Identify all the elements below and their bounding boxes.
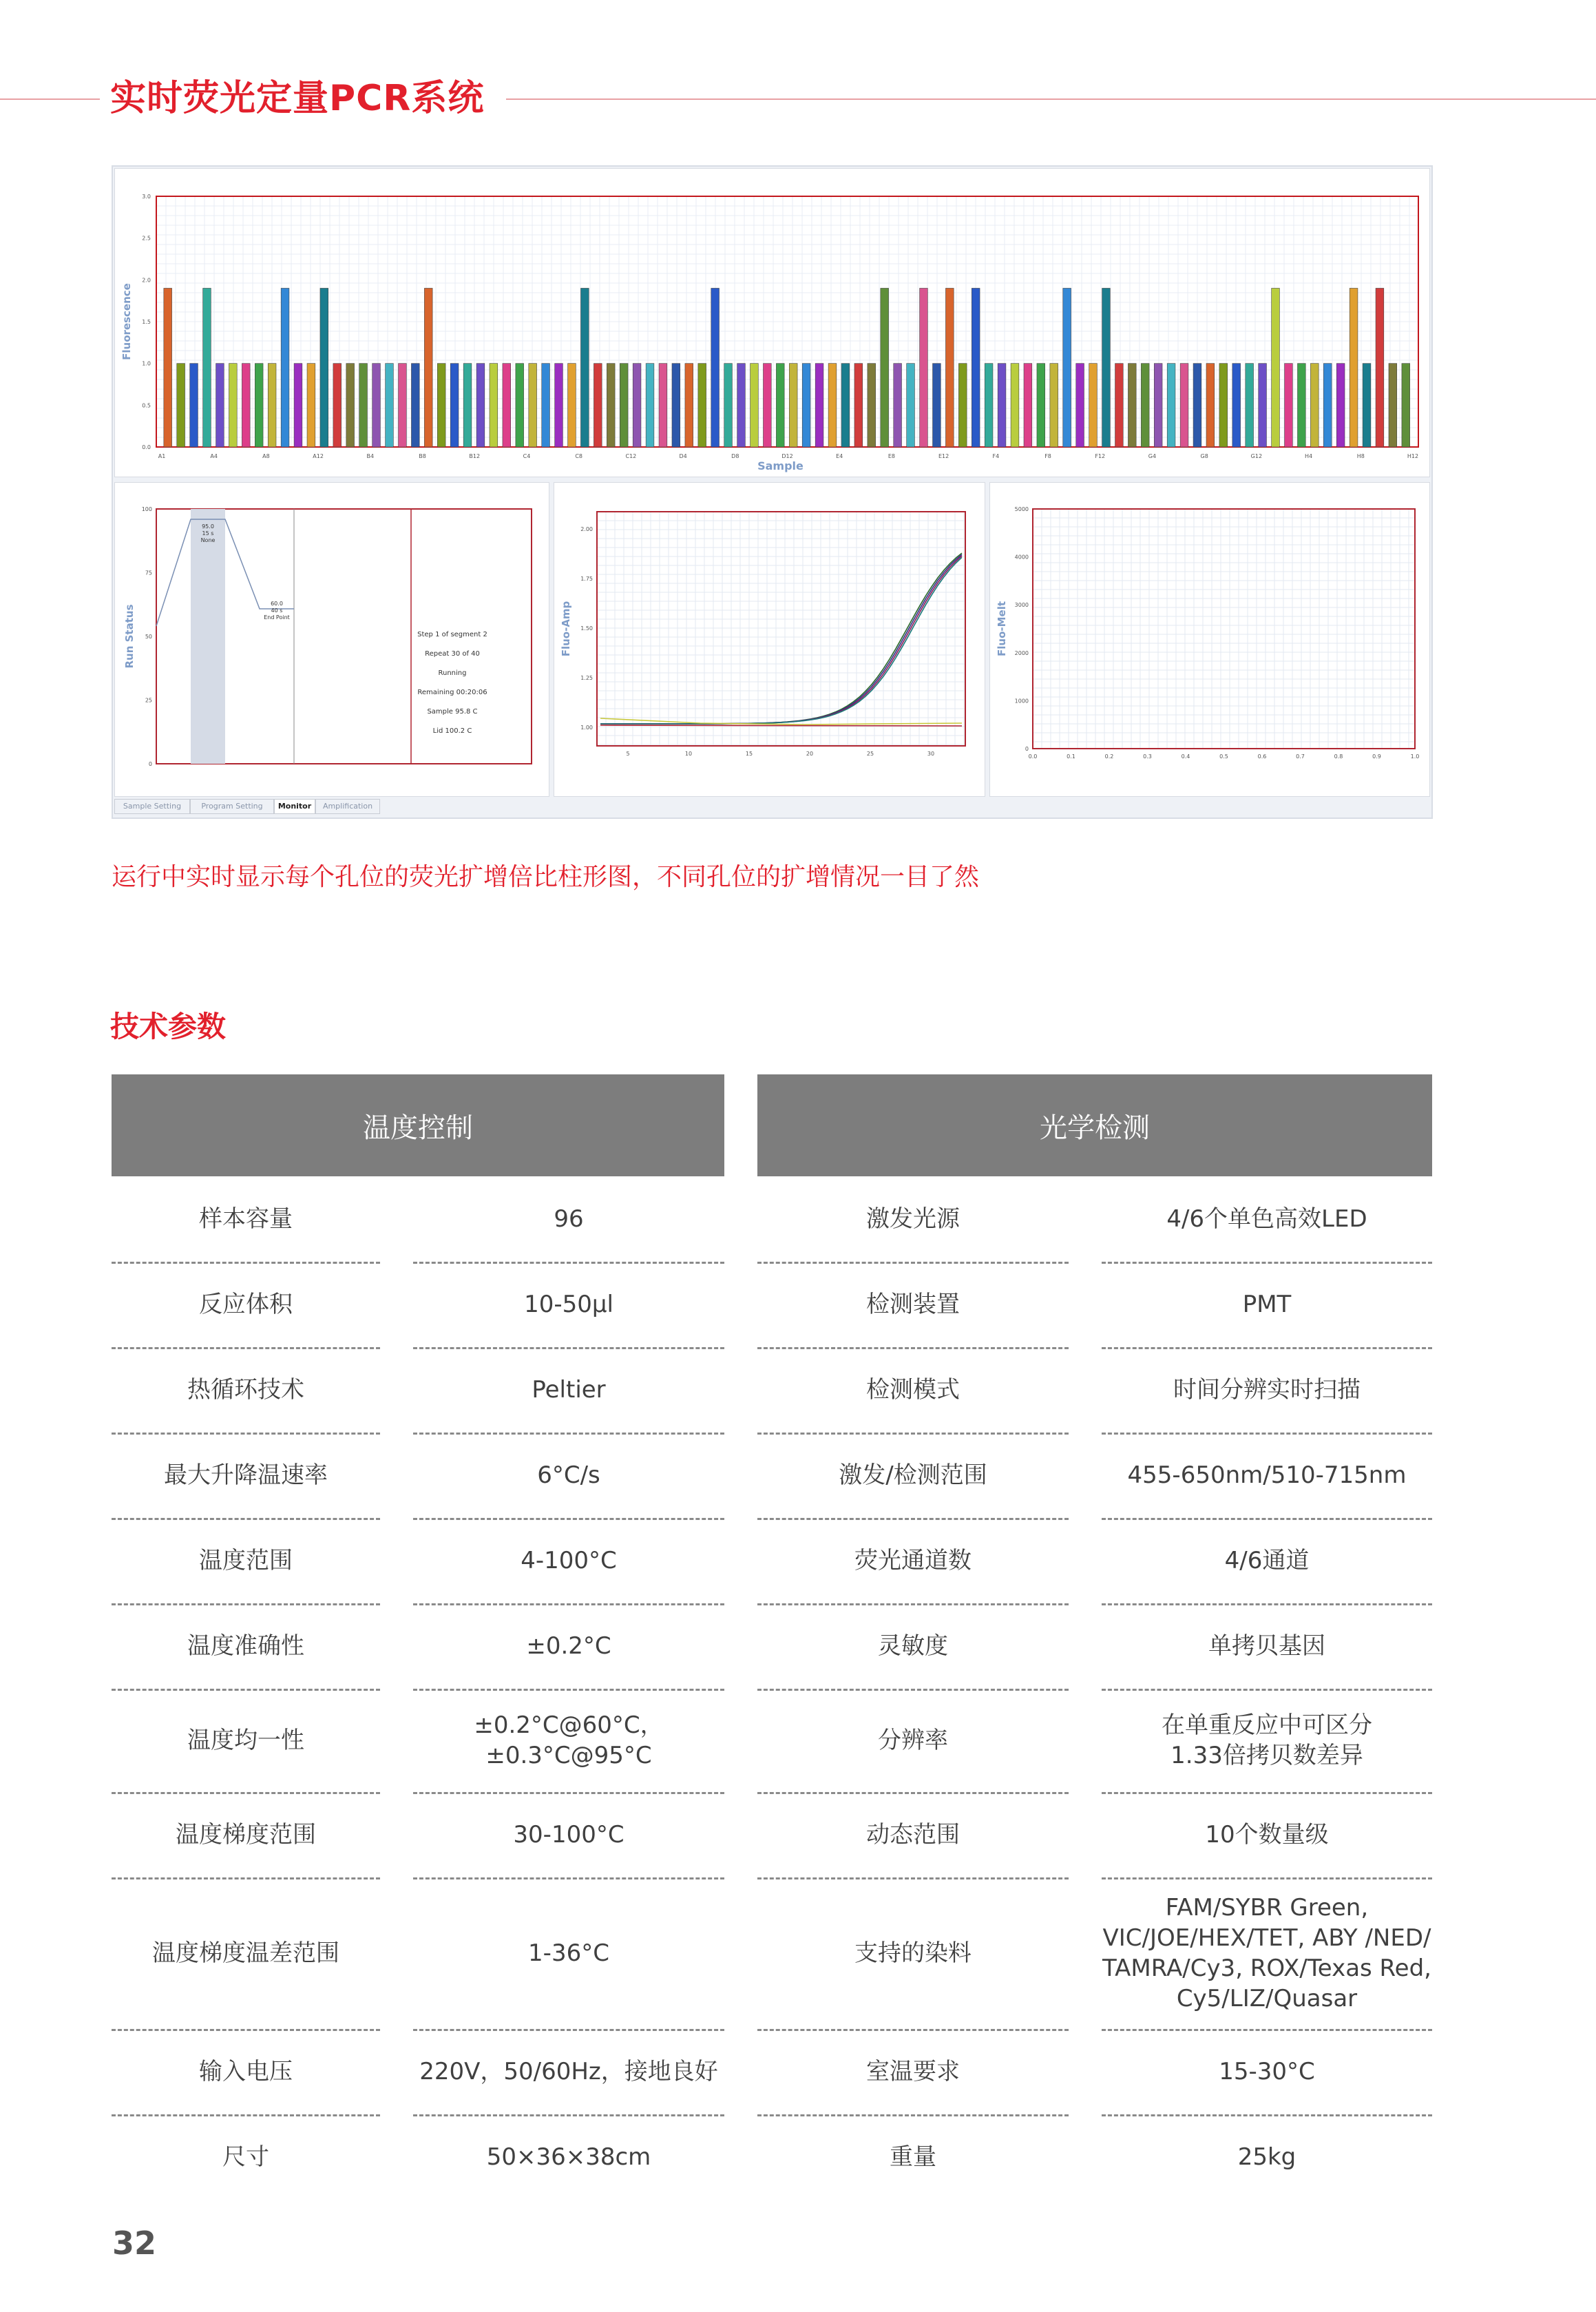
y-tick-label: 1.5 [142,319,151,325]
y-axis-label: Fluo-Melt [996,601,1008,657]
bar [281,288,289,447]
x-tick-label: 0.5 [1219,753,1228,760]
step1-label: 95.0 [202,523,214,530]
y-tick-label: 1000 [1014,698,1029,705]
bar [894,364,902,447]
bar [633,364,641,447]
bar [685,364,693,447]
x-tick-label: E4 [836,453,843,459]
x-tick-label: 30 [927,751,935,757]
y-tick-label: 2000 [1014,649,1029,656]
bar [659,364,667,447]
y-tick-label: 25 [145,697,152,704]
spec-l-value: 1-36°C [528,1939,609,1967]
title-rule-left [0,98,100,100]
step2-label: End Point [264,614,290,621]
spec-l-value: ±0.2°C@60°C， ±0.3°C@95°C [474,1711,664,1769]
bar [1128,364,1136,447]
y-tick-label: 1.00 [580,725,593,731]
x-tick-label: 0.2 [1104,753,1114,760]
step2-label: 60.0 [271,601,283,607]
run-info-line: Repeat 30 of 40 [425,650,480,658]
spec-r-label: 检测模式 [866,1375,960,1404]
bar [776,364,784,447]
bar [698,364,706,447]
bar [1232,364,1241,447]
x-tick-label: H12 [1407,453,1419,459]
amplification-curve [600,554,962,724]
amplification-curve [600,553,962,724]
bar [346,364,355,447]
y-axis-label: Fluorescence [120,283,133,360]
bar [958,364,967,447]
step1-label: None [200,537,216,543]
y-tick-label: 1.75 [580,576,593,582]
x-tick-label: 0.9 [1372,753,1381,760]
y-tick-label: 0 [148,761,152,767]
spec-r-value: FAM/SYBR Green, VIC/JOE/HEX/TET, ABY /NED/ TAMRA/Cy3, ROX/Texas Red, Cy5/LIZ/Quasar [1102,1893,1431,2013]
bar [1376,288,1384,447]
bar [203,288,211,447]
section-title: 技术参数 [110,1010,227,1043]
spec-r-value: 455-650nm/510-715nm [1127,1461,1407,1489]
bar [1089,364,1098,447]
bar [1011,364,1019,447]
spec-r-label: 激发/检测范围 [839,1461,987,1489]
bar [815,364,823,447]
spec-l-label: 样本容量 [199,1205,293,1233]
fluorescence-bar-chart [115,169,1429,477]
software-screenshot [112,165,1433,819]
bar [450,364,459,447]
run-info-line: Lid 100.2 C [432,727,472,735]
bar [1024,364,1032,447]
bar [255,364,263,447]
spec-r-label: 动态范围 [866,1820,960,1848]
bar [737,364,746,447]
bar [386,364,394,447]
bar [972,288,980,447]
bar [724,364,733,447]
x-tick-label: E8 [888,453,895,459]
run-info-line: Step 1 of segment 2 [417,631,487,638]
bar [568,364,576,447]
spec-l-value: 96 [554,1205,584,1233]
bar [933,364,941,447]
run-info-line: Remaining 00:20:06 [417,689,487,696]
bar [854,364,863,447]
spec-l-label: 反应体积 [199,1290,293,1318]
tab-monitor[interactable]: Monitor [274,799,315,814]
bar [646,364,654,447]
x-tick-label: F8 [1044,453,1051,459]
bar [985,364,993,447]
page-title: 实时荧光定量PCR系统 [110,78,485,119]
spec-r-value: 10个数量级 [1205,1820,1329,1848]
bar [1259,364,1267,447]
x-tick-label: C12 [625,453,637,459]
y-tick-label: 4000 [1014,554,1029,561]
spec-r-label: 支持的染料 [854,1939,972,1967]
bar [1193,364,1201,447]
spec-l-value: 10-50μl [524,1290,613,1318]
amplification-curve [600,557,962,724]
y-tick-label: 2.0 [142,277,151,284]
run-info-line: Running [438,669,467,677]
step2-label: 40 s [271,607,283,614]
spec-l-label: 温度准确性 [187,1632,304,1660]
bar [802,364,810,447]
spec-r-label: 室温要求 [866,2057,960,2085]
y-tick-label: 50 [145,634,152,640]
bar [216,364,224,447]
y-tick-label: 75 [145,570,152,576]
spec-l-value: 220V，50/60Hz，接地良好 [419,2057,718,2085]
bar [1219,364,1228,447]
x-tick-label: H8 [1356,453,1365,459]
bar [998,364,1006,447]
amplification-pane [554,482,985,797]
bar [581,288,589,447]
table-header-temperature: 温度控制 [112,1074,724,1176]
bar [1115,364,1124,447]
bar [1389,364,1397,447]
y-tick-label: 3000 [1014,602,1029,609]
bar [1297,364,1305,447]
x-axis-label: Sample [757,459,804,472]
bar [1180,364,1188,447]
tab-amplification[interactable]: Amplification [315,799,380,814]
bar [372,364,381,447]
x-tick-label: 20 [806,751,814,757]
bar [1063,288,1071,447]
bar [1310,364,1319,447]
bar [1350,288,1358,447]
y-tick-label: 1.25 [580,675,593,681]
bar [711,288,720,447]
bar [868,364,876,447]
x-tick-label: 0.7 [1296,753,1305,760]
y-axis-label: Fluo-Amp [560,601,572,657]
bar [503,364,511,447]
spec-r-value: PMT [1242,1290,1292,1318]
x-tick-label: D8 [731,453,739,459]
x-tick-label: F4 [992,453,1000,459]
spec-r-label: 激发光源 [866,1205,960,1233]
x-tick-label: H4 [1305,453,1313,459]
bar [1336,364,1345,447]
bar [620,364,628,447]
bar [1206,364,1215,447]
active-step-shade [191,509,225,764]
spec-l-value: 6°C/s [537,1461,600,1489]
bar [463,364,472,447]
x-tick-label: 0.6 [1257,753,1267,760]
bar [1363,364,1371,447]
y-tick-label: 1.50 [580,625,593,632]
bar [333,364,342,447]
bar [177,364,185,447]
spec-l-label: 温度均一性 [187,1726,304,1754]
tab-program-setting[interactable]: Program Setting [190,799,274,814]
table-header-optical: 光学检测 [757,1074,1432,1176]
bar [437,364,445,447]
spec-l-label: 尺寸 [222,2143,269,2171]
spec-l-value: 50×36×38cm [486,2143,651,2171]
x-tick-label: 10 [684,751,693,757]
software-tabbar [114,799,1429,814]
spec-r-label: 灵敏度 [878,1632,948,1660]
x-tick-label: G12 [1250,453,1263,459]
bar [1285,364,1293,447]
bar [1323,364,1332,447]
bar [920,288,928,447]
bar [164,288,172,447]
bar [1050,364,1058,447]
spec-r-value: 25kg [1237,2143,1296,2171]
melt-chart [990,483,1429,796]
x-tick-label: 0.1 [1067,753,1075,760]
bar [411,364,419,447]
bar [476,364,485,447]
run-info-line: Sample 95.8 C [427,708,478,716]
x-tick-label: A12 [313,453,324,459]
x-tick-label: 0.0 [1028,753,1038,760]
bar [945,288,954,447]
run-status-pane [114,482,549,797]
y-tick-label: 3.0 [142,194,151,200]
x-tick-label: D12 [781,453,793,459]
x-tick-label: A8 [262,453,270,459]
y-tick-label: 5000 [1014,506,1029,512]
x-tick-label: 0.3 [1143,753,1152,760]
spec-r-label: 分辨率 [878,1726,948,1754]
bar [307,364,315,447]
figure-caption: 运行中实时显示每个孔位的荧光扩增倍比柱形图，不同孔位的扩增情况一目了然 [112,863,980,891]
x-tick-label: 25 [866,751,874,757]
bar [789,364,797,447]
x-tick-label: C4 [523,453,531,459]
spec-l-value: 30-100°C [513,1820,624,1848]
bar [399,364,407,447]
bar [320,288,328,447]
spec-r-value: 单拷贝基因 [1208,1632,1325,1660]
x-tick-label: C8 [575,453,583,459]
spec-l-label: 温度梯度范围 [176,1820,316,1848]
x-tick-label: 1.0 [1410,753,1420,760]
y-tick-label: 2.5 [142,235,151,242]
y-tick-label: 2.00 [580,526,593,532]
bar [1037,364,1045,447]
spec-l-label: 温度范围 [199,1546,293,1574]
bar [841,364,850,447]
x-tick-label: B4 [366,453,375,459]
title-rule-right [506,98,1596,100]
bar [1076,364,1084,447]
x-tick-label: G4 [1148,453,1157,459]
spec-r-value: 4/6通道 [1224,1546,1310,1574]
y-tick-label: 0.0 [142,444,151,450]
spec-l-label: 温度梯度温差范围 [152,1939,339,1967]
x-tick-label: 5 [626,751,630,757]
bar [594,364,602,447]
x-tick-label: A4 [210,453,218,459]
spec-r-label: 重量 [890,2143,936,2171]
bar [1102,288,1111,447]
x-tick-label: F12 [1095,453,1106,459]
spec-r-value: 时间分辨实时扫描 [1173,1375,1361,1404]
bar [1272,288,1280,447]
bar [542,364,550,447]
bar [190,364,198,447]
bar [1402,364,1410,447]
spec-l-value: 4-100°C [521,1546,617,1574]
y-tick-label: 100 [141,506,152,512]
spec-l-label: 最大升降温速率 [164,1461,328,1489]
x-tick-label: G8 [1200,453,1208,459]
spec-l-label: 热循环技术 [187,1375,304,1404]
spec-r-label: 检测装置 [866,1290,960,1318]
spec-l-value: Peltier [532,1375,606,1404]
bar [1141,364,1149,447]
x-tick-label: 15 [745,751,753,757]
melt-pane [989,482,1430,797]
spec-l-value: ±0.2°C [526,1632,611,1660]
bar [907,364,915,447]
page-number: 32 [112,2225,157,2262]
bar [294,364,302,447]
bar [359,364,368,447]
bar [268,364,276,447]
step1-label: 15 s [202,530,214,537]
bar [881,288,889,447]
x-tick-label: 0.8 [1334,753,1343,760]
y-tick-label: 1.0 [142,360,151,367]
y-tick-label: 0.5 [142,402,151,409]
tab-sample-setting[interactable]: Sample Setting [114,799,190,814]
spec-l-label: 输入电压 [199,2057,293,2085]
y-axis-label: Run Status [123,604,136,669]
run-status-chart [115,483,549,796]
bar [1167,364,1175,447]
bar [242,364,250,447]
amplification-curve [600,556,962,724]
bar [516,364,524,447]
bar [1154,364,1162,447]
baseline-curve [600,725,962,726]
amplification-chart [554,483,985,796]
bar [750,364,759,447]
bar [828,364,837,447]
bar [607,364,615,447]
spec-r-value: 在单重反应中可区分 1.33倍拷贝数差异 [1162,1711,1372,1769]
bar [424,288,432,447]
spec-r-label: 荧光通道数 [854,1546,972,1574]
bar [229,364,237,447]
bar [555,364,563,447]
spec-r-value: 15-30°C [1219,2057,1315,2085]
bar [763,364,771,447]
bar [529,364,537,447]
x-tick-label: B8 [419,453,426,459]
bar [490,364,498,447]
x-tick-label: A1 [158,453,166,459]
x-tick-label: B12 [469,453,481,459]
spec-r-value: 4/6个单色高效LED [1166,1205,1367,1233]
y-tick-label: 0 [1025,746,1029,752]
x-tick-label: 0.4 [1181,753,1190,760]
x-tick-label: E12 [938,453,949,459]
bar [1246,364,1254,447]
x-tick-label: D4 [679,453,687,459]
bar-chart-pane [114,168,1430,477]
bar [672,364,680,447]
